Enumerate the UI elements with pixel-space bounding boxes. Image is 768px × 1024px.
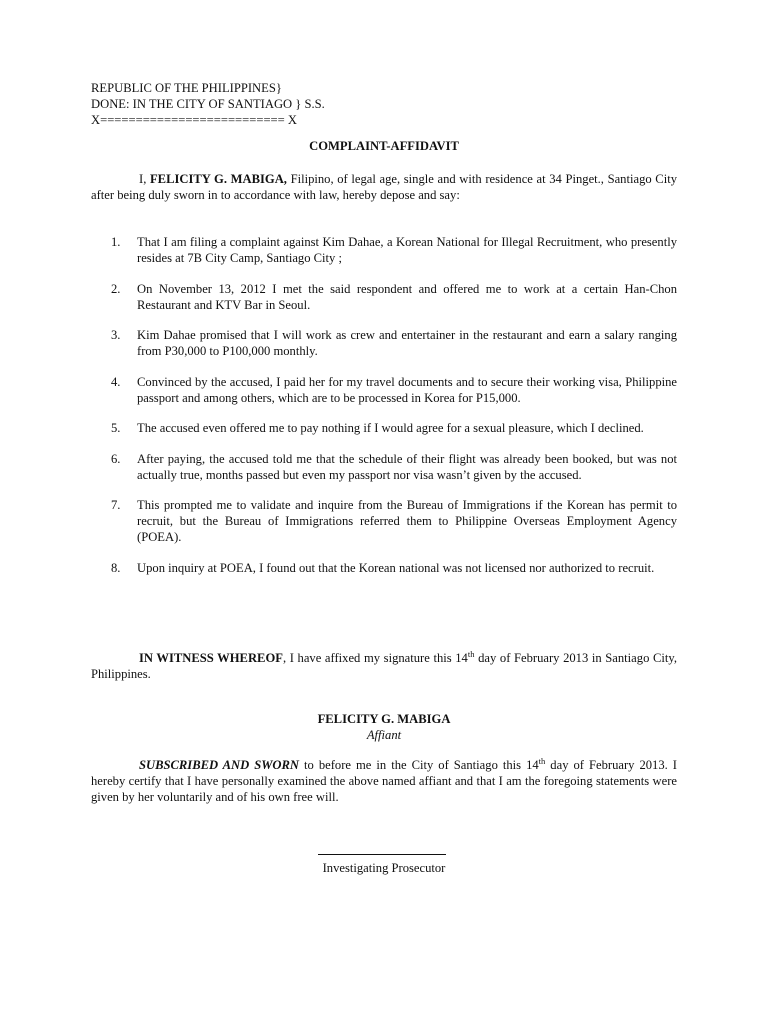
witness-paragraph [91,650,677,682]
list-item [91,374,677,406]
witness-mid: , I have affixed my signature this 14 [282,651,468,665]
list-item [91,281,677,313]
list-item-number: 8. [111,560,121,575]
sworn-rest: day of February 2013. I hereby certify that I have personally examined the above named affiant and that I am the foregoing statements were given by her voluntarily and of his own free will. [91,758,677,804]
list-item [91,234,677,266]
affiant-name: FELICITY G. MABIGA [317,712,451,726]
list-item-text: After paying, the accused told me that the schedule of their flight was already been booked, but was not actually true, months passed but even my passport nor visa wasn’t given by the accused. [137,451,677,482]
list-item-text: Convinced by the accused, I paid her for my travel documents and to secure their working visa, Philippine passport and among others, which are to be processed in Korea for P15,000. [137,374,677,405]
list-item-number: 6. [111,451,121,466]
document-title: COMPLAINT-AFFIDAVIT [309,139,459,153]
header-republic-line: REPUBLIC OF THE PHILIPPINES} [91,81,282,95]
header-city-line: DONE: IN THE CITY OF SANTIAGO } S.S. [91,97,325,111]
list-item-number: 3. [111,328,121,342]
intro-pre: I, [139,172,150,186]
list-item-number: 7. [111,498,121,512]
list-item [91,497,677,545]
list-item [91,327,677,359]
list-item [91,420,677,436]
intro-rest: Filipino, of legal age, single and with residence at 34 Pinget., Santiago City after being duly sworn in to accordance with law, hereby depose and say: [91,172,677,202]
list-item [91,560,677,576]
affiant-name-inline: FELICITY G. MABIGA, [149,172,287,186]
list-item-number: 5. [111,421,121,435]
list-item-text: This prompted me to validate and inquire from the Bureau of Immigrations if the Korean has permit to recruit, but the Bureau of Immigrations referred them to Philippine Overseas Employment Agency (POEA). [137,498,677,544]
list-item-number: 1. [111,235,121,249]
witness-ordinal: th [467,648,475,659]
sworn-paragraph [91,757,677,805]
witness-lead: IN WITNESS WHEREOF [139,651,283,665]
list-item-number: 2. [111,281,121,296]
witness-rest: day of February 2013 in Santiago City, Philippines. [91,651,678,681]
list-item-text: Kim Dahae promised that I will work as crew and entertainer in the restaurant and earn a salary ranging from P30,000 to P100,000 monthly. [137,328,677,358]
sworn-lead: SUBSCRIBED AND SWORN [139,758,300,772]
affiant-label: Affiant [366,728,402,742]
list-item-text: On November 13, 2012 I met the said respondent and offered me to work at a certain Han-Chon Restaurant and KTV Bar in Seoul. [137,281,677,312]
prosecutor-label: Investigating Prosecutor [322,861,446,875]
signature-line [318,854,446,855]
header-separator-line: X========================== X [91,113,298,127]
sworn-mid: to before me in the City of Santiago this 14 [299,758,539,772]
list-item-text: The accused even offered me to pay nothing if I would agree for a sexual pleasure, which I declined. [137,421,644,435]
intro-paragraph [91,171,677,203]
list-item-number: 4. [111,374,121,389]
document-header [91,80,325,128]
list-item-text: That I am filing a complaint against Kim Dahae, a Korean National for Illegal Recruitment, who presently resides at 7B City Camp, Santiago City ; [137,235,677,265]
list-item [91,451,677,483]
list-item-text: Upon inquiry at POEA, I found out that the Korean national was not licensed nor authorized to recruit. [137,560,655,575]
sworn-ordinal: th [538,755,546,766]
statement-list [91,234,677,590]
